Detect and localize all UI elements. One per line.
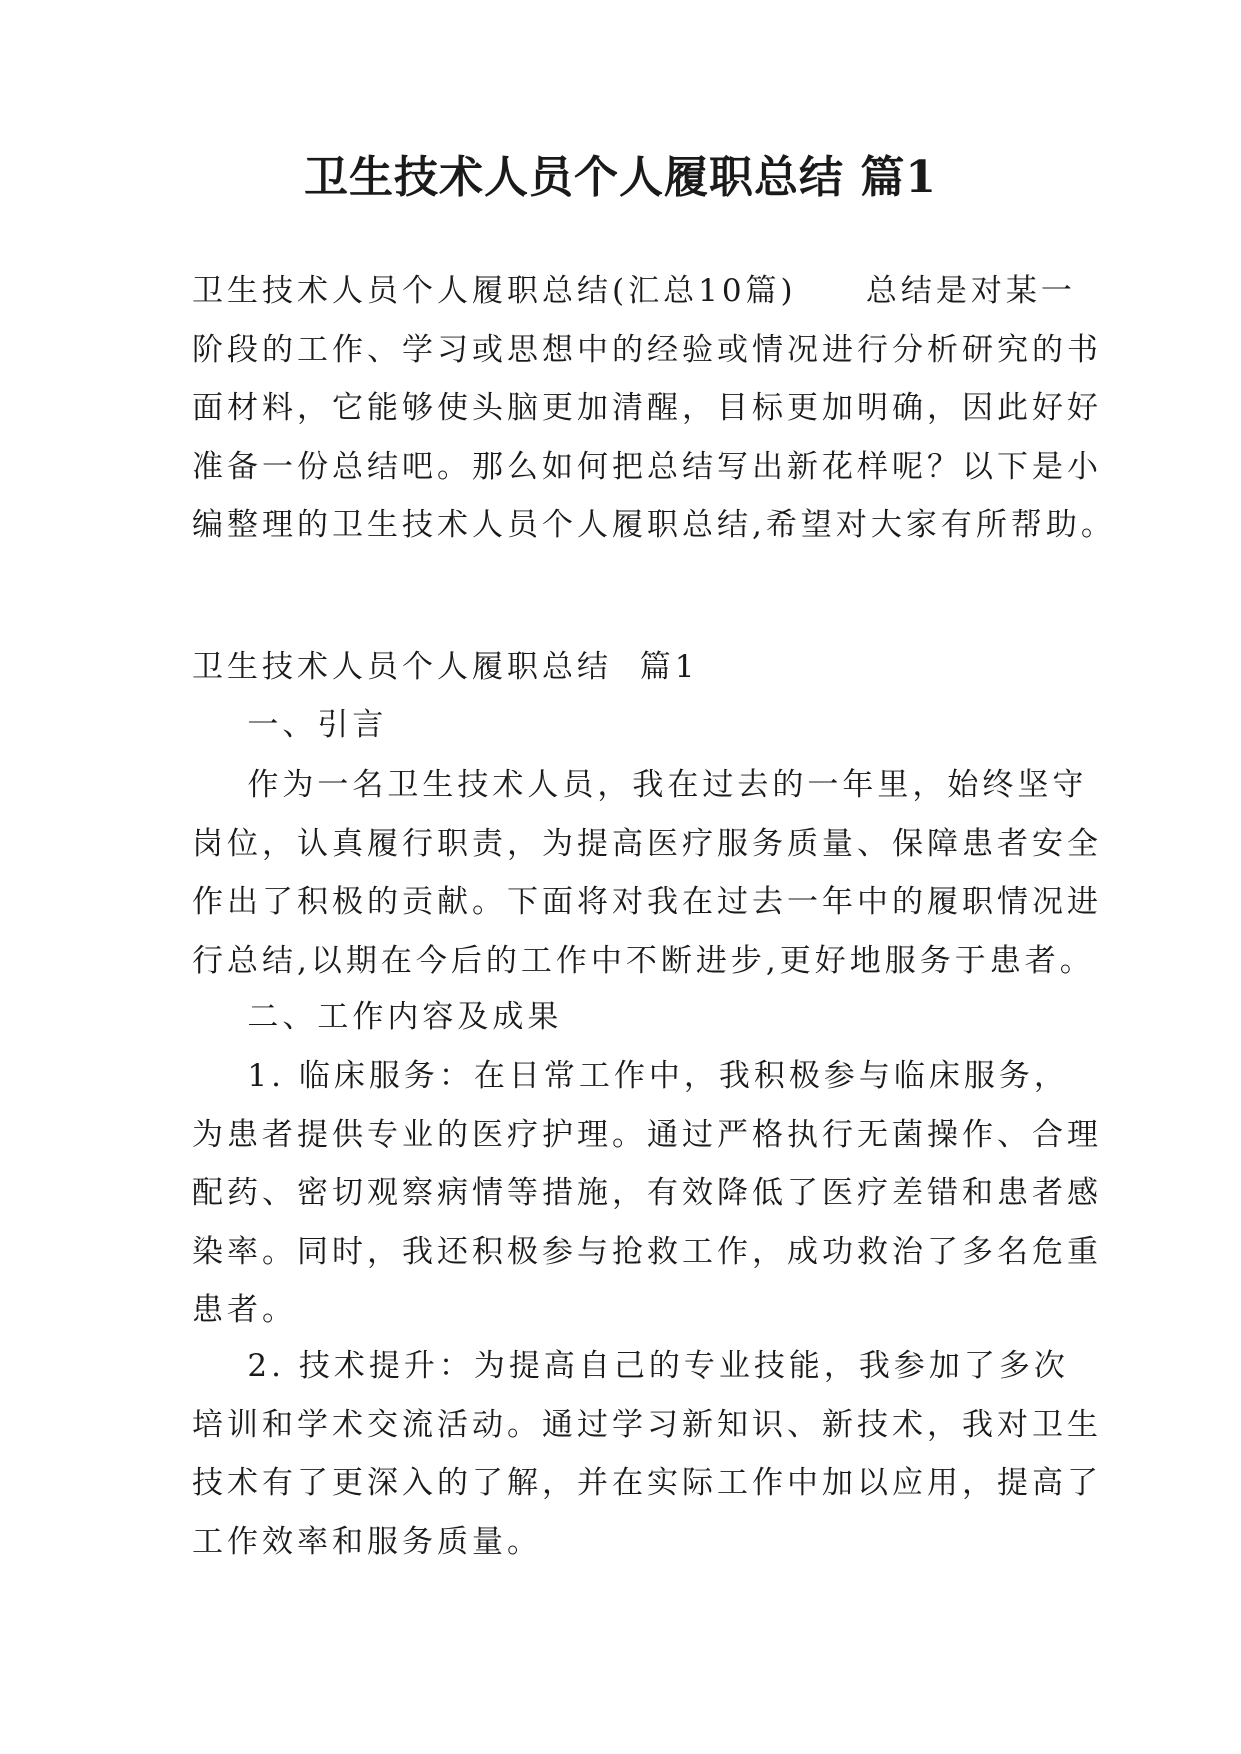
document-title: 卫生技术人员个人履职总结 篇1 bbox=[304, 152, 937, 203]
item-clinical-service: 1. 临床服务：在日常工作中，我积极参与临床服务， 为患者提供专业的医疗护理。通过严格执行无菌操作、合理 配药、密切观察病情等措施，有效降低了医疗差错和患者感 染率。同时，我还积极参与抢救工作，成功救治了多名危重 患者。 bbox=[192, 1058, 1102, 1328]
section-title: 卫生技术人员个人履职总结 篇1 bbox=[192, 649, 699, 685]
item-skill-improvement: 2. 技术提升：为提高自己的专业技能，我参加了多次 培训和学术交流活动。通过学习新知识、新技术，我对卫生 技术有了更深入的了解，并在实际工作中加以应用，提高了 工作效率和服务质量。 bbox=[192, 1348, 1102, 1560]
heading-work-content: 二、工作内容及成果 bbox=[192, 999, 563, 1035]
intro-paragraph: 卫生技术人员个人履职总结(汇总10篇) 总结是对某一 阶段的工作、学习或思想中的经验或情况进行分析研究的书 面材料，它能够使头脑更加清醒，目标更加明确，因此好好 准备一份总结吧。那么如何把总结写出新花样呢？以下是小 编整理的卫生技术人员个人履职总结,希望对大家有所帮助。 bbox=[192, 273, 1116, 543]
heading-introduction: 一、引言 bbox=[192, 707, 388, 743]
introduction-paragraph: 作为一名卫生技术人员，我在过去的一年里，始终坚守 岗位，认真履行职责，为提高医疗服务质量、保障患者安全 作出了积极的贡献。下面将对我在过去一年中的履职情况进 行总结,以期在今后的工作中不断进步,更好地服务于患者。 bbox=[192, 767, 1102, 979]
